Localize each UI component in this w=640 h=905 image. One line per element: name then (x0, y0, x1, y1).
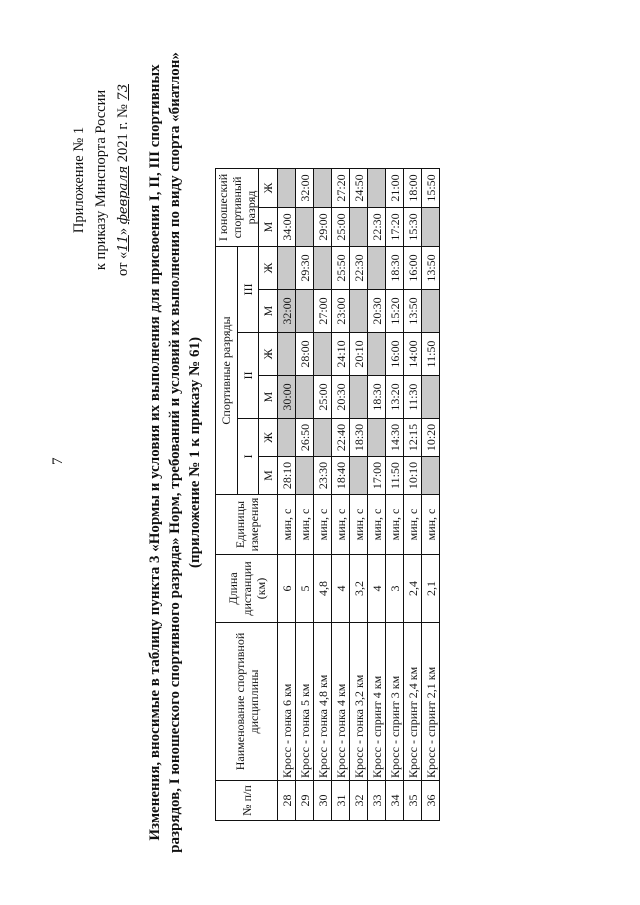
row-discipline: Кросс - гонка 6 км (278, 623, 296, 781)
table-row (404, 169, 422, 821)
cell-r2-f (314, 333, 332, 376)
cell-r3-f: 25:50 (332, 247, 350, 290)
cell-r1-m: 23:30 (314, 457, 332, 495)
page-number: 7 (50, 457, 66, 465)
table-row (368, 169, 386, 821)
appendix-header (68, 40, 135, 320)
document-title (145, 40, 205, 865)
row-discipline: Кросс - спринт 4 км (368, 623, 386, 781)
row-units: мин, с (278, 495, 296, 555)
cell-r3-m: 20:30 (368, 290, 386, 333)
cell-r3-f: 16:00 (404, 247, 422, 290)
cell-r3-f (368, 247, 386, 290)
table-row (296, 169, 314, 821)
row-discipline: Кросс - гонка 4 км (332, 623, 350, 781)
cell-y-f: 24:50 (350, 169, 368, 208)
appendix-date (112, 40, 135, 320)
row-units: мин, с (368, 495, 386, 555)
cell-y-m: 22:30 (368, 208, 386, 247)
cell-r3-m: 32:00 (278, 290, 296, 333)
date-month: февраля (116, 165, 131, 225)
row-units: мин, с (350, 495, 368, 555)
cell-y-m (296, 208, 314, 247)
cell-r2-m: 30:00 (278, 376, 296, 419)
cell-r3-m: 27:00 (314, 290, 332, 333)
cell-r1-f: 12:15 (404, 419, 422, 457)
cell-y-f: 32:00 (296, 169, 314, 208)
appendix-order: к приказу Минспорта России (93, 89, 109, 271)
header-m: М (259, 376, 278, 419)
cell-r1-m: 28:10 (278, 457, 296, 495)
cell-r2-m: 13:20 (386, 376, 404, 419)
cell-r1-m (350, 457, 368, 495)
row-units: мин, с (296, 495, 314, 555)
row-distance: 3 (386, 555, 404, 623)
cell-y-m: 17:20 (386, 208, 404, 247)
date-day: 11 (116, 235, 131, 252)
cell-r1-m: 17:00 (368, 457, 386, 495)
appendix-title: Приложение № 1 (71, 126, 87, 234)
row-num: 30 (314, 781, 332, 821)
row-discipline: Кросс - гонка 3,2 км (350, 623, 368, 781)
table-row (278, 169, 296, 821)
cell-r3-f: 29:30 (296, 247, 314, 290)
cell-r1-m (422, 457, 440, 495)
cell-r2-f: 28:00 (296, 333, 314, 376)
row-units: мин, с (404, 495, 422, 555)
header-units: Единицы измерения (216, 495, 278, 555)
row-distance: 3,2 (350, 555, 368, 623)
row-num: 35 (404, 781, 422, 821)
row-distance: 4 (368, 555, 386, 623)
cell-r3-f (278, 247, 296, 290)
cell-r1-f: 26:50 (296, 419, 314, 457)
table-row (314, 169, 332, 821)
row-distance: 2,1 (422, 555, 440, 623)
cell-r2-f: 24:10 (332, 333, 350, 376)
date-mid: » (115, 227, 131, 236)
cell-y-f: 18:00 (404, 169, 422, 208)
cell-r2-m: 18:30 (368, 376, 386, 419)
cell-r3-f: 22:30 (350, 247, 368, 290)
row-num: 34 (386, 781, 404, 821)
cell-r1-f: 18:30 (350, 419, 368, 457)
header-f: Ж (259, 169, 278, 208)
cell-r3-m: 15:20 (386, 290, 404, 333)
row-num: 33 (368, 781, 386, 821)
order-number: 73 (116, 84, 131, 101)
table-row (422, 169, 440, 821)
header-youth-rank: I юношеский спортивный разряд (216, 169, 259, 247)
cell-r1-f (368, 419, 386, 457)
row-units: мин, с (314, 495, 332, 555)
table-row (332, 169, 350, 821)
row-distance: 6 (278, 555, 296, 623)
cell-r1-m: 11:50 (386, 457, 404, 495)
cell-r2-f: 20:10 (350, 333, 368, 376)
header-m: М (259, 208, 278, 247)
cell-r3-m: 23:00 (332, 290, 350, 333)
row-distance: 2,4 (404, 555, 422, 623)
header-f: Ж (259, 333, 278, 376)
row-discipline: Кросс - спринт 2,1 км (422, 623, 440, 781)
cell-r1-m: 18:40 (332, 457, 350, 495)
cell-y-f (368, 169, 386, 208)
header-sport-ranks: Спортивные разряды (216, 247, 238, 495)
cell-r1-f (278, 419, 296, 457)
cell-r2-m (350, 376, 368, 419)
cell-r1-f: 22:40 (332, 419, 350, 457)
row-discipline: Кросс - спринт 3 км (386, 623, 404, 781)
cell-r3-f (314, 247, 332, 290)
cell-r3-m (422, 290, 440, 333)
cell-y-m: 15:30 (404, 208, 422, 247)
row-distance: 5 (296, 555, 314, 623)
cell-r2-m (422, 376, 440, 419)
row-discipline: Кросс - гонка 5 км (296, 623, 314, 781)
cell-r3-f: 13:50 (422, 247, 440, 290)
cell-y-f (278, 169, 296, 208)
cell-r1-f: 14:30 (386, 419, 404, 457)
title-line-2: разрядов, I юношеского спортивного разряда» Норм, требований и условий их выполнения по виду спорта «биатлон» (167, 52, 183, 853)
title-line-1: Изменения, вносимые в таблицу пункта 3 «Нормы и условия их выполнения для присвоения I, II, III спортивных (147, 64, 163, 841)
cell-r1-m (296, 457, 314, 495)
header-f: Ж (259, 247, 278, 290)
cell-r2-m: 11:30 (404, 376, 422, 419)
row-num: 29 (296, 781, 314, 821)
row-units: мин, с (332, 495, 350, 555)
row-num: 31 (332, 781, 350, 821)
cell-r3-m: 13:50 (404, 290, 422, 333)
header-m: М (259, 457, 278, 495)
row-units: мин, с (386, 495, 404, 555)
cell-y-m: 29:00 (314, 208, 332, 247)
cell-r2-f: 11:50 (422, 333, 440, 376)
cell-r2-f: 16:00 (386, 333, 404, 376)
cell-y-m: 34:00 (278, 208, 296, 247)
header-rank-1: I (237, 419, 259, 495)
row-num: 32 (350, 781, 368, 821)
cell-r1-f: 10:20 (422, 419, 440, 457)
cell-r2-f (368, 333, 386, 376)
cell-r3-f: 18:30 (386, 247, 404, 290)
header-f: Ж (259, 419, 278, 457)
cell-r3-m (296, 290, 314, 333)
header-rank-3: III (237, 247, 259, 333)
cell-r1-f (314, 419, 332, 457)
header-m: М (259, 290, 278, 333)
header-num: № п/п (216, 781, 278, 821)
cell-y-m: 25:00 (332, 208, 350, 247)
cell-r2-m (296, 376, 314, 419)
cell-y-f: 15:50 (422, 169, 440, 208)
cell-y-f: 21:00 (386, 169, 404, 208)
row-units: мин, с (422, 495, 440, 555)
cell-y-m (350, 208, 368, 247)
cell-y-f (314, 169, 332, 208)
row-discipline: Кросс - спринт 2,4 км (404, 623, 422, 781)
row-distance: 4 (332, 555, 350, 623)
cell-r2-f (278, 333, 296, 376)
date-year: 2021 г. № (115, 104, 131, 163)
header-distance: Длина дистанции (км) (216, 555, 278, 623)
header-rank-2: II (237, 333, 259, 419)
title-line-3: (приложение № 1 к приказу № 61) (187, 337, 203, 568)
cell-y-f: 27:20 (332, 169, 350, 208)
row-num: 36 (422, 781, 440, 821)
norms-table (215, 168, 440, 821)
row-distance: 4,8 (314, 555, 332, 623)
table-row (386, 169, 404, 821)
cell-r3-m (350, 290, 368, 333)
row-discipline: Кросс - гонка 4,8 км (314, 623, 332, 781)
date-prefix: от « (115, 251, 131, 276)
cell-r2-m: 20:30 (332, 376, 350, 419)
cell-r2-f: 14:00 (404, 333, 422, 376)
header-discipline: Наименование спортивной дисциплины (216, 623, 278, 781)
row-num: 28 (278, 781, 296, 821)
cell-r2-m: 25:00 (314, 376, 332, 419)
cell-y-m (422, 208, 440, 247)
cell-r1-m: 10:10 (404, 457, 422, 495)
table-row (350, 169, 368, 821)
